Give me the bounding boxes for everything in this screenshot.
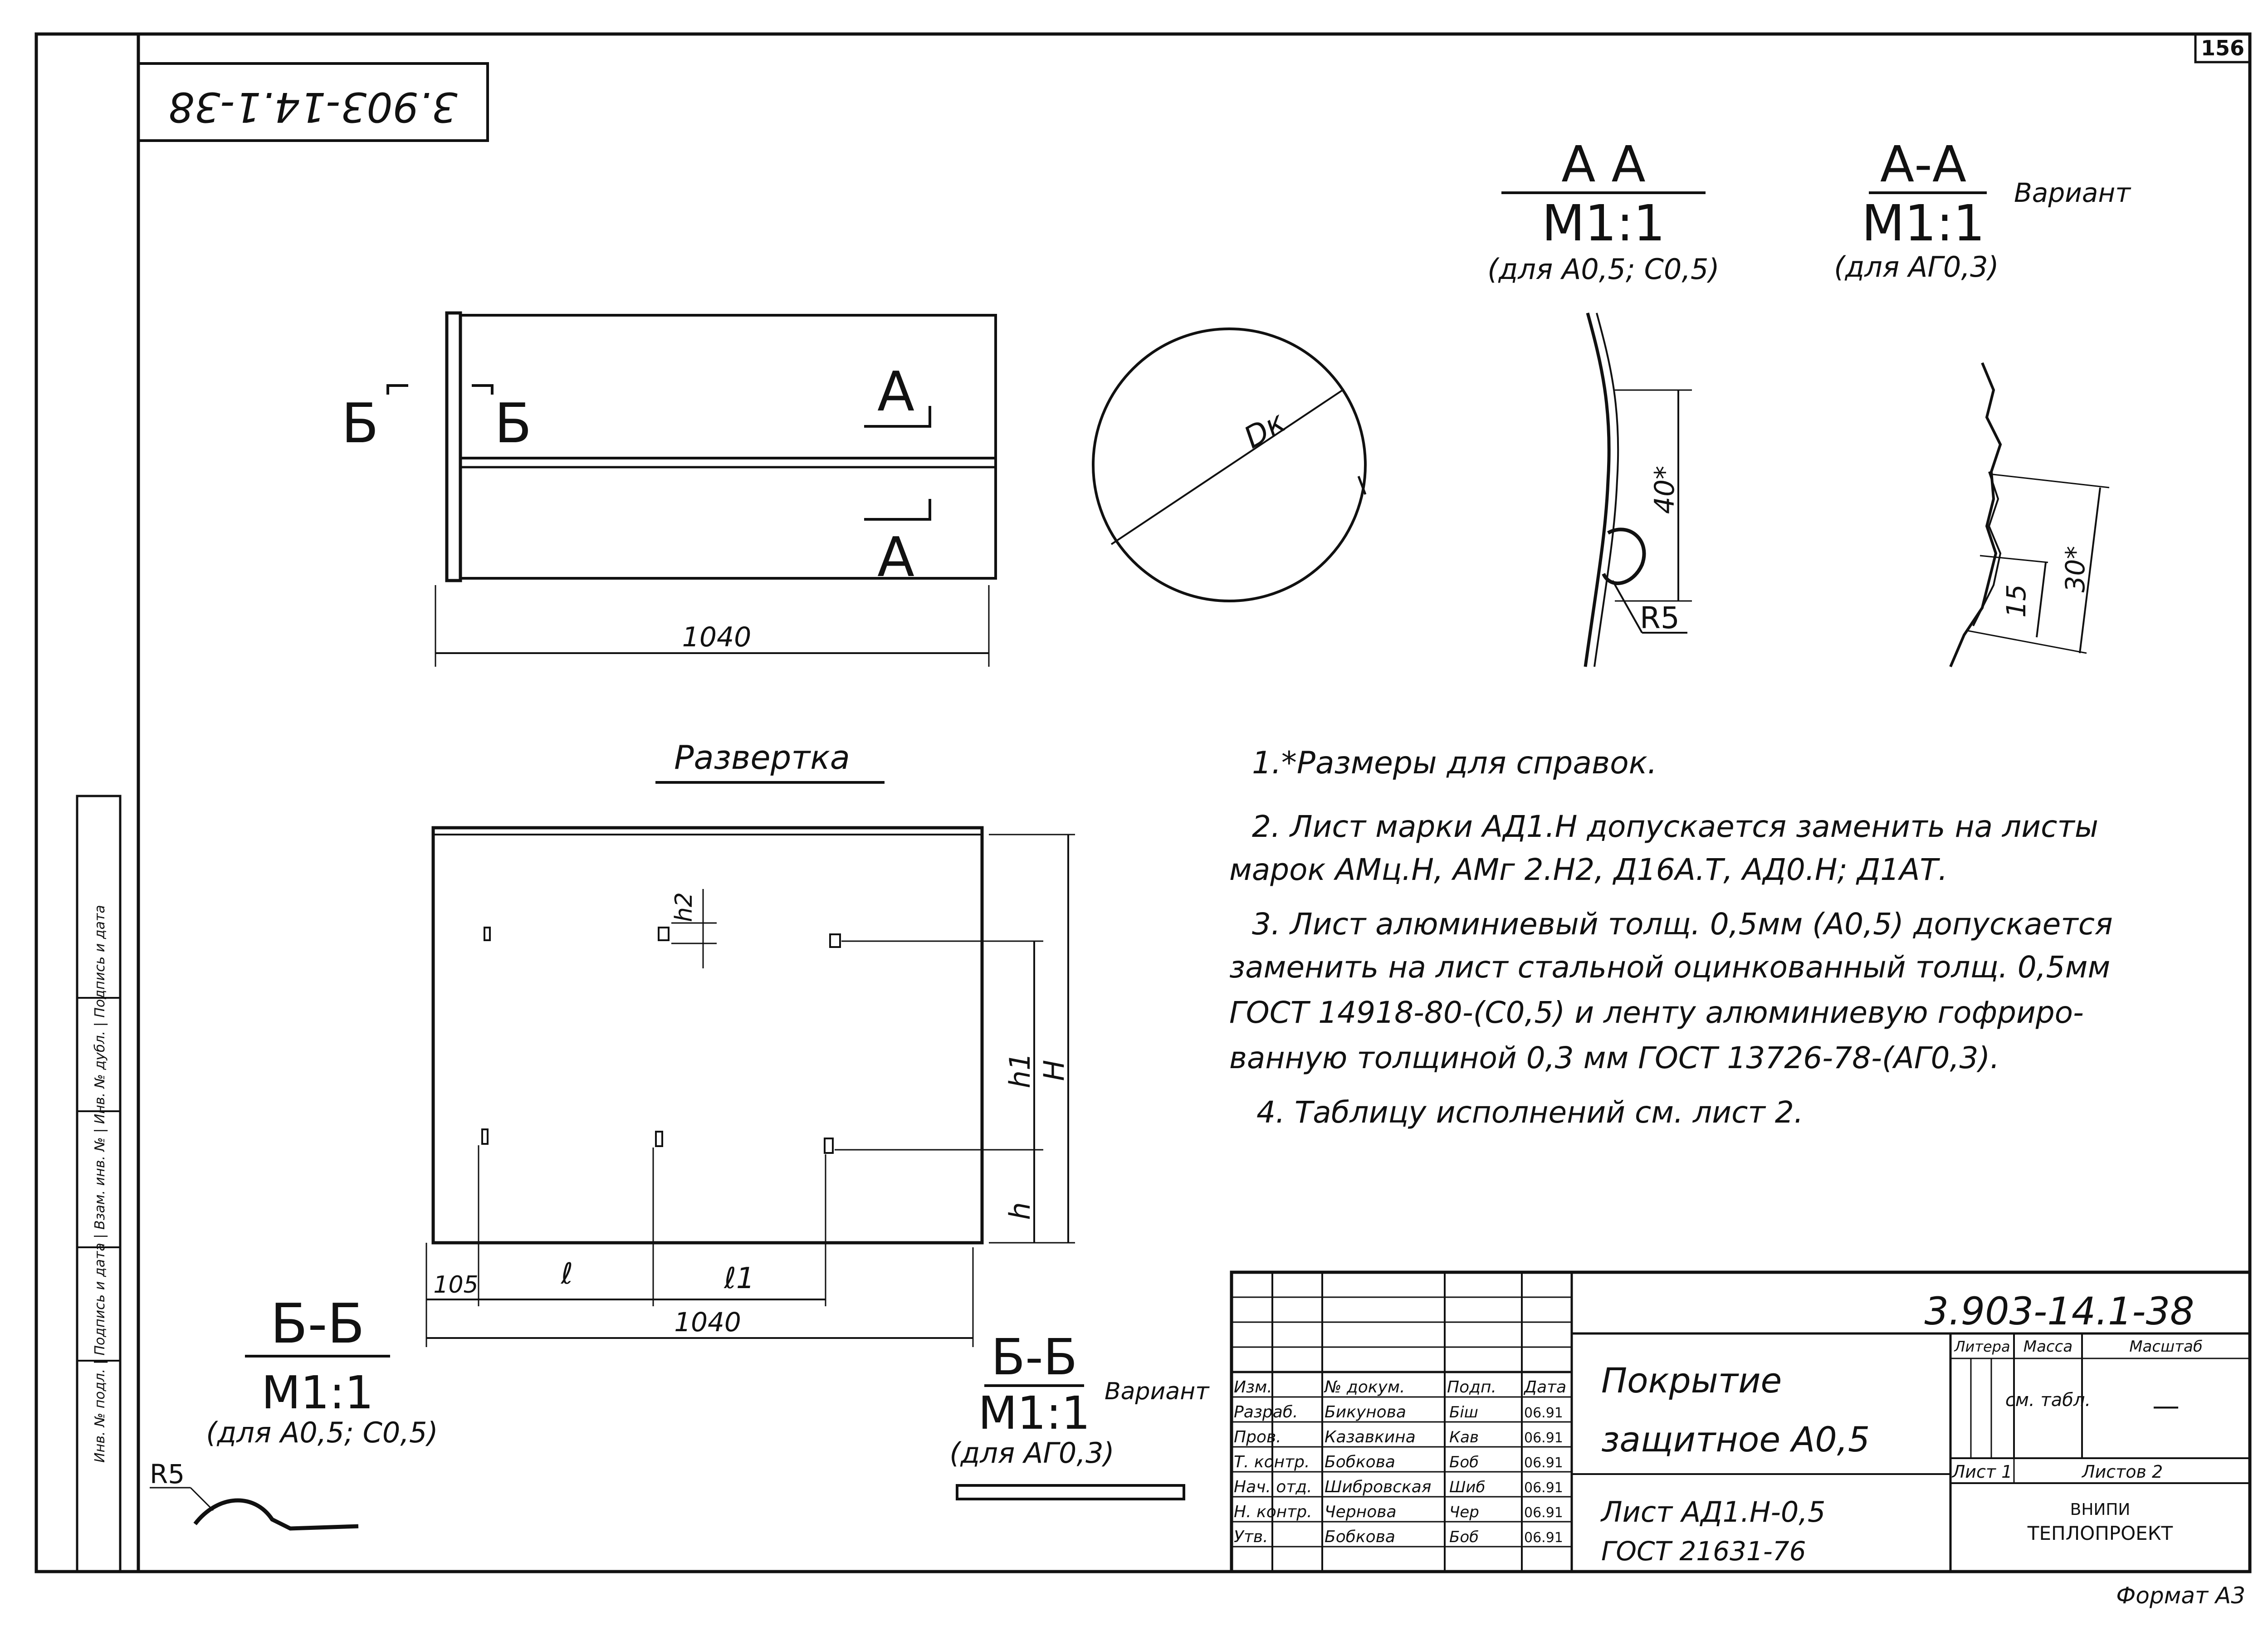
rotated-code-box <box>138 63 488 141</box>
bb-var-title: Б-Б <box>991 1328 1078 1386</box>
hdr-podp: Подп. <box>1447 1378 1496 1397</box>
section-bb <box>150 1293 438 1529</box>
section-a-bottom: А <box>877 526 915 589</box>
col-scale: Масштаб <box>2129 1338 2203 1356</box>
sheet-number-box <box>2195 34 2250 62</box>
section-b-left: Б <box>341 392 379 455</box>
hdr-izm: Изм. <box>1234 1378 1272 1397</box>
bb-note: (для А0,5; С0,5) <box>206 1416 438 1449</box>
row-role: Т. контр. <box>1234 1453 1310 1471</box>
row-sign: Чер <box>1449 1503 1479 1521</box>
dim-15: 15 <box>2001 584 2032 618</box>
row-role: Утв. <box>1234 1528 1268 1546</box>
note-3b: заменить на лист стальной оцинкованный толщ. 0,5мм <box>1229 950 2111 985</box>
title-material-1: Лист АД1.Н-0,5 <box>1601 1495 1826 1529</box>
row-name: Шибровская <box>1325 1478 1432 1496</box>
h1-label: h1 <box>1003 1052 1036 1089</box>
scale-value: — <box>2152 1390 2180 1422</box>
h-label: h <box>1003 1202 1036 1220</box>
row-role: Пров. <box>1234 1428 1281 1446</box>
section-a-top: А <box>877 361 915 424</box>
mass-value: см. табл. <box>2005 1390 2091 1411</box>
note-3a: 3. Лист алюминиевый толщ. 0,5мм (А0,5) допускается <box>1252 907 2113 942</box>
h2-label: h2 <box>670 892 698 923</box>
note-1: 1.*Размеры для справок. <box>1252 745 1657 781</box>
note-3d: ванную толщиной 0,3 мм ГОСТ 13726-78-(АГ0,3). <box>1229 1040 2000 1075</box>
note-2a: 2. Лист марки АД1.Н допускается заменить на листы <box>1252 809 2098 844</box>
row-name: Бобкова <box>1325 1453 1395 1471</box>
row-sign: Боб <box>1449 1453 1479 1471</box>
side-stamp-text: Инв. № подл. | Подпись и дата | Взам. инв. № | Инв. № дубл. | Подпись и дата <box>92 905 108 1463</box>
row-name: Казавкина <box>1325 1428 1416 1446</box>
development-view <box>426 738 1075 1347</box>
col-litera: Литера <box>1954 1338 2010 1355</box>
row-date: 06.91 <box>1524 1430 1563 1446</box>
row-name: Чернова <box>1325 1503 1397 1521</box>
r5-b: R5 <box>150 1459 185 1489</box>
note-4: 4. Таблицу исполнений см. лист 2. <box>1256 1095 1804 1130</box>
col-mass: Масса <box>2023 1338 2073 1356</box>
section-bb-variant <box>949 1328 1210 1499</box>
aa-var-word: Вариант <box>2014 177 2131 208</box>
row-date: 06.91 <box>1524 1530 1563 1546</box>
row-role: Н. контр. <box>1234 1503 1312 1521</box>
row-date: 06.91 <box>1524 1455 1563 1471</box>
dim-1040-bottom: 1040 <box>674 1307 741 1338</box>
dim-40: 40* <box>1649 465 1681 514</box>
circle-view <box>1093 329 1365 601</box>
row-sign: Біш <box>1449 1403 1478 1421</box>
section-aa-variant <box>1834 135 2131 667</box>
aa-var-scale: М1:1 <box>1862 194 1985 252</box>
aa-title: А А <box>1561 135 1646 193</box>
title-material-2: ГОСТ 21631-76 <box>1601 1536 1806 1567</box>
r5-a: R5 <box>1640 601 1680 635</box>
org-line-2: ТЕПЛОПРОЕКТ <box>2027 1522 2173 1544</box>
bb-var-scale: М1:1 <box>978 1387 1090 1440</box>
row-sign: Боб <box>1449 1528 1479 1546</box>
notes <box>1229 745 2113 1130</box>
note-2b: марок АМц.Н, АМг 2.Н2, Д16А.Т, АД0.Н; Д1АТ. <box>1229 852 1948 887</box>
row-sign: Шиб <box>1449 1478 1486 1496</box>
title-block <box>1232 1272 2250 1572</box>
sheet-number: 156 <box>2200 36 2245 60</box>
dim-l1: ℓ1 <box>724 1262 755 1295</box>
row-date: 06.91 <box>1524 1480 1563 1496</box>
rotated-code: 3.903-14.1-38 <box>168 83 458 131</box>
bb-var-note: (для АГ0,3) <box>949 1436 1114 1470</box>
aa-var-title: А-А <box>1880 135 1967 193</box>
dim-l: ℓ <box>561 1257 573 1291</box>
aa-scale: М1:1 <box>1542 194 1665 252</box>
front-view <box>342 313 996 667</box>
note-3c: ГОСТ 14918-80-(С0,5) и ленту алюминиевую гофриро- <box>1229 995 2084 1030</box>
format-label: Формат А3 <box>2116 1582 2245 1609</box>
development-title: Развертка <box>674 738 850 776</box>
H-label: H <box>1037 1060 1070 1081</box>
diameter-label: Dк <box>1238 404 1291 455</box>
aa-var-note: (для АГ0,3) <box>1834 250 1999 283</box>
hdr-data: Дата <box>1524 1378 1567 1397</box>
section-aa <box>1487 135 1719 667</box>
bb-title: Б-Б <box>270 1293 365 1356</box>
dim-105: 105 <box>433 1271 479 1299</box>
section-b-right: Б <box>494 392 532 455</box>
bb-scale: М1:1 <box>261 1366 374 1419</box>
row-date: 06.91 <box>1524 1505 1563 1521</box>
sheets-label: Листов 2 <box>2082 1462 2163 1482</box>
title-name-1: Покрытие <box>1601 1360 1782 1401</box>
bb-var-word: Вариант <box>1105 1378 1209 1405</box>
row-sign: Кав <box>1449 1428 1479 1446</box>
hdr-ndoc: № докум. <box>1325 1378 1405 1397</box>
title-code: 3.903-14.1-38 <box>1924 1289 2195 1333</box>
dim-30: 30* <box>2060 546 2091 593</box>
title-name-2: защитное А0,5 <box>1601 1419 1870 1460</box>
side-stamp <box>77 796 120 1572</box>
sheet-label: Лист 1 <box>1952 1462 2013 1482</box>
org-line-1: ВНИПИ <box>2070 1500 2131 1519</box>
row-role: Разраб. <box>1234 1403 1298 1421</box>
aa-note: (для А0,5; С0,5) <box>1487 253 1720 286</box>
row-date: 06.91 <box>1524 1405 1563 1421</box>
dim-1040-top: 1040 <box>682 621 752 653</box>
row-role: Нач. отд. <box>1234 1478 1312 1496</box>
row-name: Бобкова <box>1325 1528 1395 1546</box>
row-name: Бикунова <box>1325 1403 1406 1421</box>
